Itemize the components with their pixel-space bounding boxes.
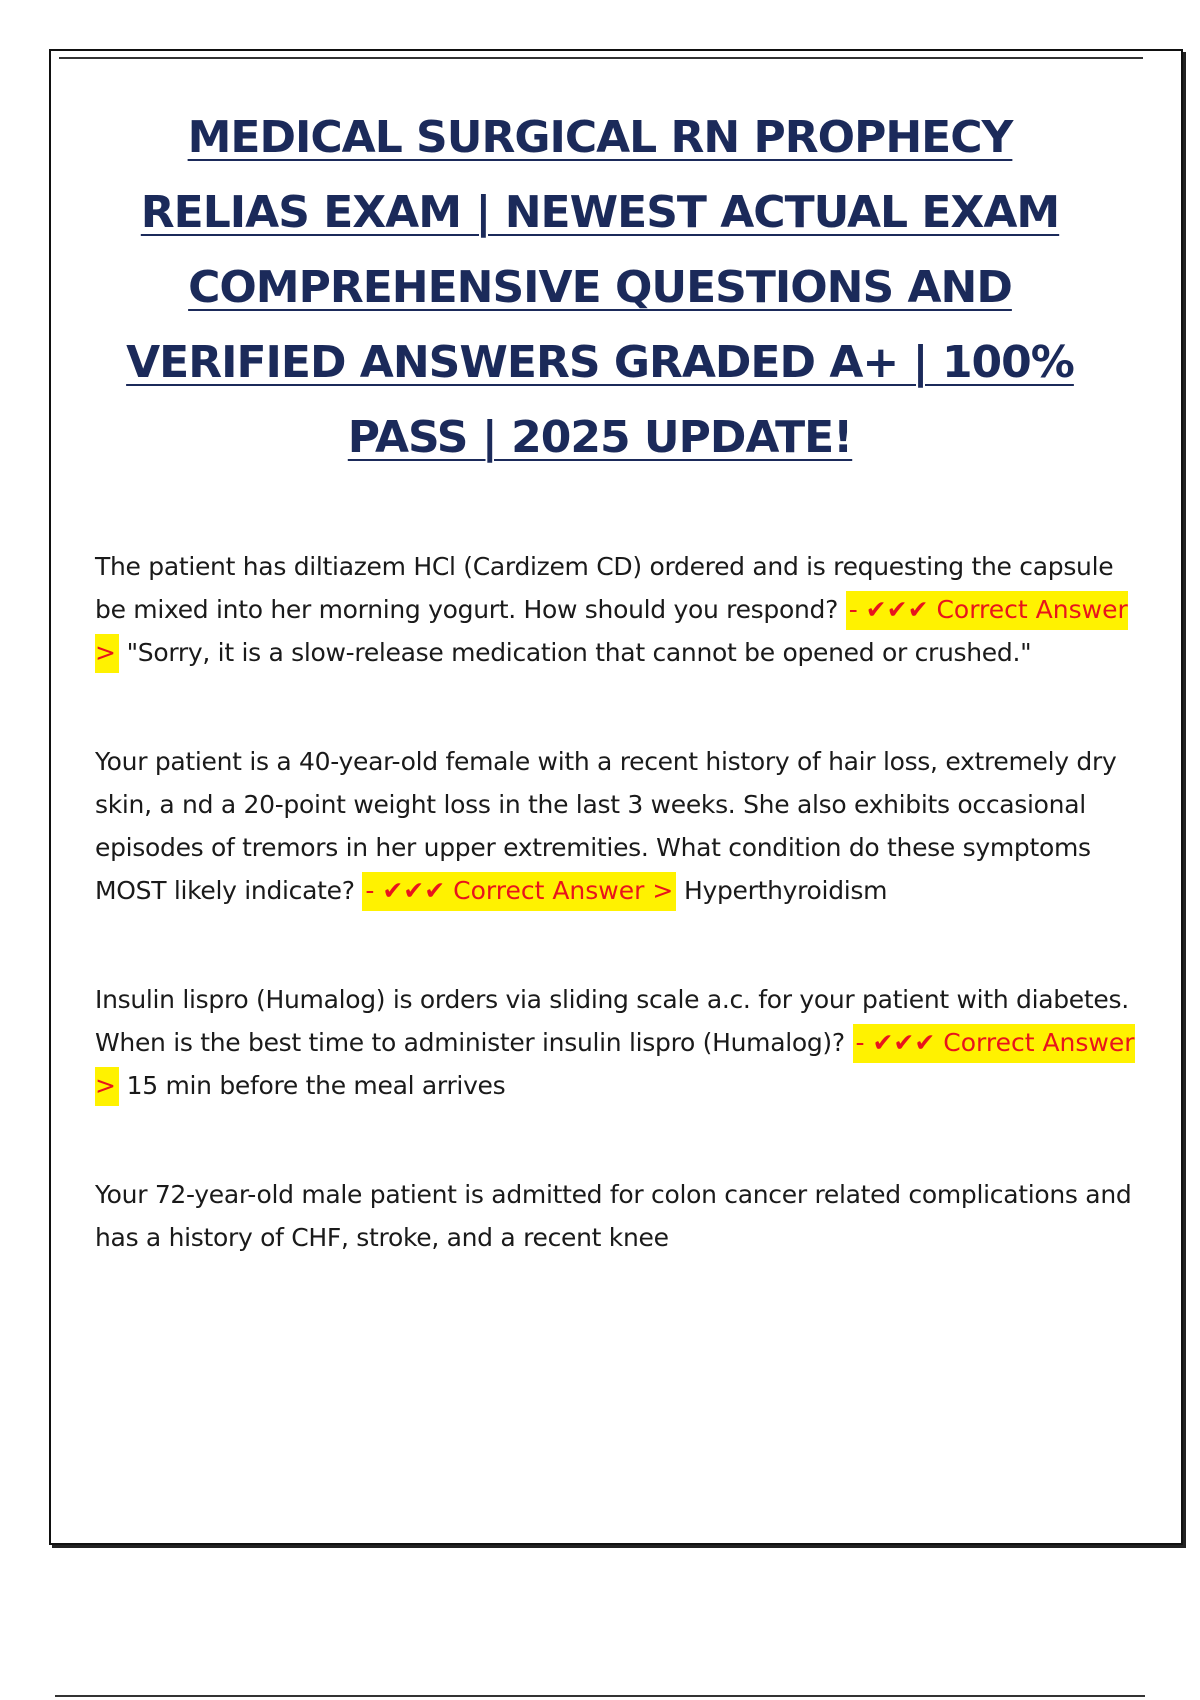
answer-text: "Sorry, it is a slow-release medication that cannot be opened or crushed." [126,638,1032,667]
question-item-1 [95,545,1140,674]
answer-text: Hyperthyroidism [683,876,888,905]
correct-answer-tag: - ✔✔✔ Correct Answer > [362,872,676,911]
question-item-4 [95,1173,1140,1259]
title-line: RELIAS EXAM | NEWEST ACTUAL EXAM [140,187,1060,238]
document-title [60,100,1140,475]
question-item-3 [95,978,1140,1107]
answer-text: 15 min before the meal arrives [126,1071,506,1100]
title-line: COMPREHENSIVE QUESTIONS AND [188,262,1012,313]
question-item-2 [95,740,1140,912]
question-text: Your 72-year-old male patient is admitted for colon cancer related complications and has a history of CHF, stroke, and a recent knee [95,1180,1132,1252]
correct-answer-tag: - ✔✔✔ Correct Answer > [95,1024,1135,1106]
title-line: PASS | 2025 UPDATE! [347,412,853,463]
question-text: The patient has diltiazem HCl (Cardizem CD) ordered and is requesting the capsule be mixed into her morning yogurt. How should you respond? [95,552,1114,624]
title-line: MEDICAL SURGICAL RN PROPHECY [187,112,1013,163]
question-text: Your patient is a 40-year-old female with a recent history of hair loss, extremely dry skin, a nd a 20-point weight loss in the last 3 weeks. She also exhibits occasional episodes of tremors in her upper extremities. What condition do these symptoms MOST likely indicate? [95,747,1117,905]
title-line: VERIFIED ANSWERS GRADED A+ | 100% [126,337,1074,388]
question-list [95,545,1140,1325]
top-divider [59,57,1143,59]
question-text: Insulin lispro (Humalog) is orders via sliding scale a.c. for your patient with diabetes. When is the best time to administer insulin lispro (Humalog)? [95,985,1129,1057]
correct-answer-tag: - ✔✔✔ Correct Answer > [95,591,1128,673]
bottom-divider [55,1695,1145,1697]
